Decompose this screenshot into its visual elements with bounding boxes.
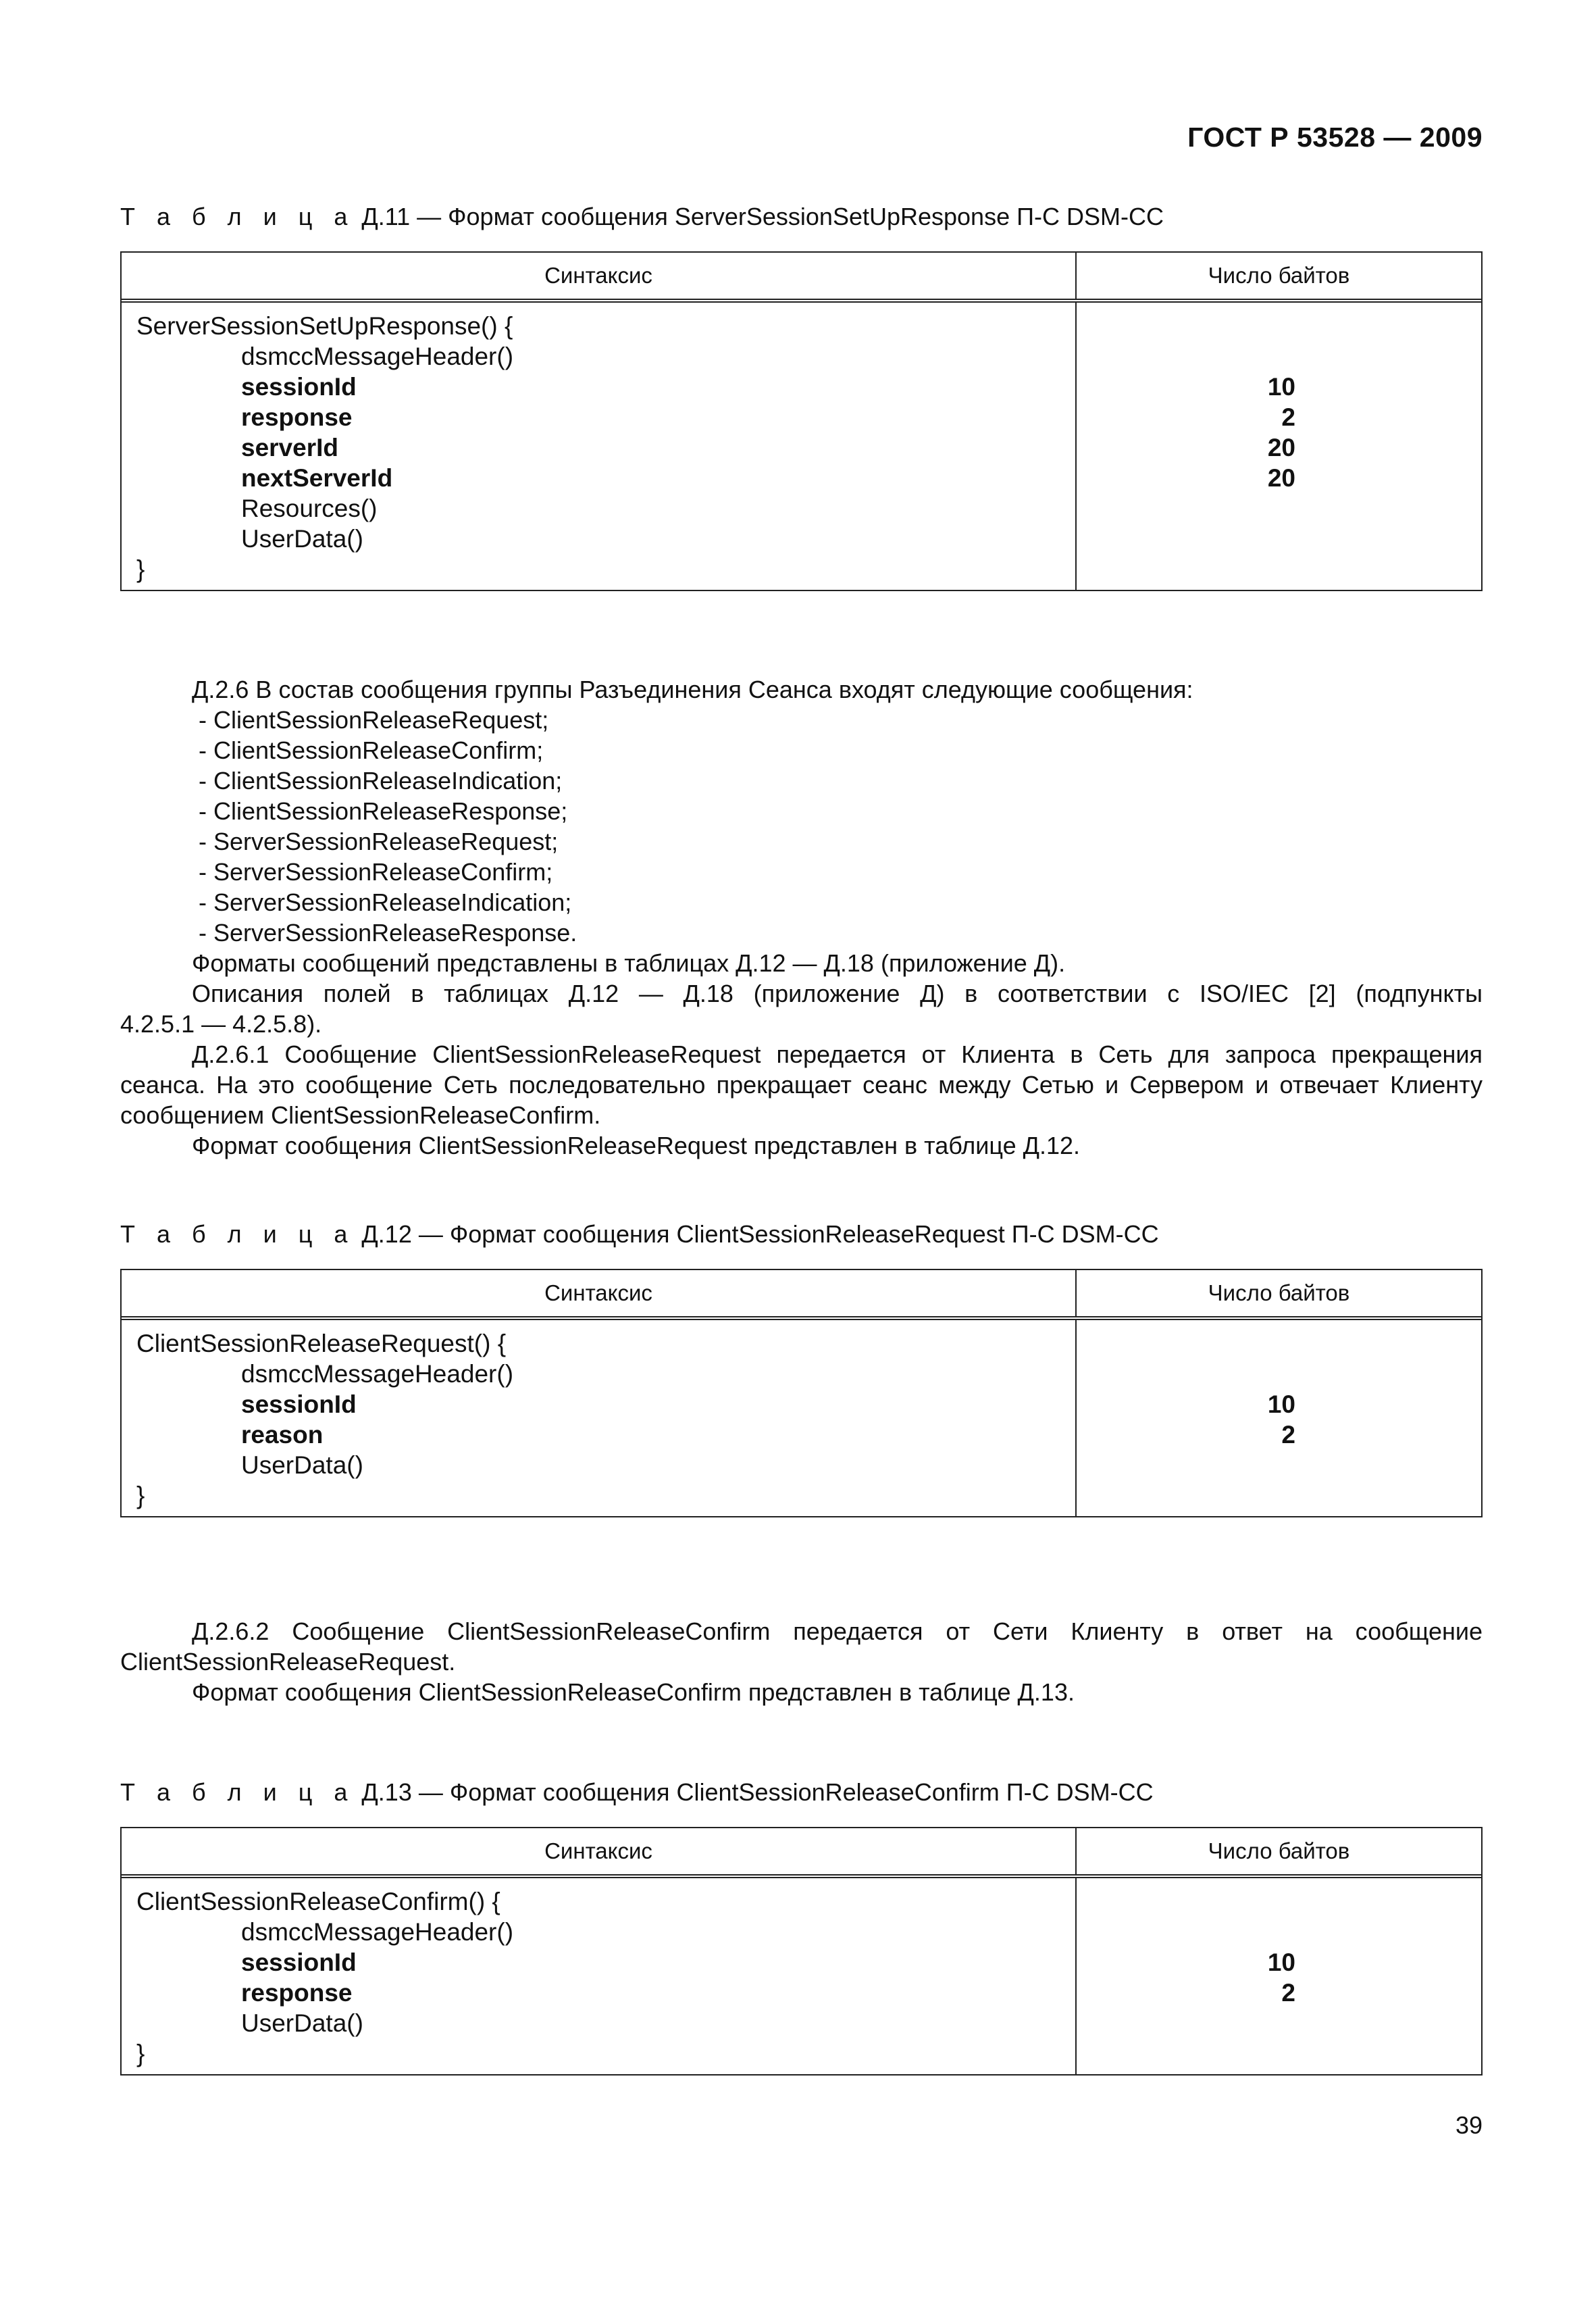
paragraph-d-2-6-2: Д.2.6.2 Сообщение ClientSessionReleaseConfirm передается от Сети Клиенту в ответ на сообщение ClientSessionReleaseRequest. — [120, 1617, 1483, 1676]
table-body — [122, 303, 1481, 590]
table-word: Т а б л и ц а — [120, 1778, 355, 1806]
syntax-line: Resources() — [241, 495, 378, 522]
bytes-column — [1077, 1878, 1481, 2074]
byte-count — [1077, 1359, 1481, 1389]
list-item: - ServerSessionReleaseIndication; — [199, 888, 572, 916]
syntax-line: dsmccMessageHeader() — [241, 1918, 514, 1946]
syntax-column — [122, 1878, 1077, 2074]
table-12 — [120, 1269, 1483, 1517]
byte-count — [1077, 1886, 1481, 1917]
bytes-column — [1077, 303, 1481, 590]
syntax-header: Синтаксис — [122, 253, 1077, 299]
syntax-line: } — [136, 1482, 145, 1509]
syntax-column — [122, 303, 1077, 590]
description-paragraph-line2: 4.2.5.1 — 4.2.5.8). — [120, 1010, 322, 1038]
byte-count — [1077, 1917, 1481, 1947]
bytes-column — [1077, 1320, 1481, 1516]
byte-count: 10 — [1267, 373, 1295, 401]
table-header — [122, 1270, 1481, 1320]
list-item: - ServerSessionReleaseConfirm; — [199, 858, 553, 886]
list-item: - ClientSessionReleaseIndication; — [199, 767, 563, 795]
format-reference: Формат сообщения ClientSessionReleaseConfirm представлен в таблице Д.13. — [192, 1678, 1075, 1706]
list-item: - ClientSessionReleaseRequest; — [199, 706, 549, 734]
section-intro: Д.2.6 В состав сообщения группы Разъединения Сеанса входят следующие сообщения: — [192, 676, 1193, 703]
table-body — [122, 1878, 1481, 2074]
list-item: - ServerSessionReleaseRequest; — [199, 828, 559, 855]
byte-count: 10 — [1267, 1390, 1295, 1418]
syntax-field: response — [241, 403, 353, 431]
table-body — [122, 1320, 1481, 1516]
section-d-2-6 — [120, 674, 1483, 1161]
syntax-line: ClientSessionReleaseConfirm() { — [136, 1888, 500, 1915]
syntax-line: } — [136, 555, 145, 583]
syntax-line: ClientSessionReleaseRequest() { — [136, 1330, 507, 1357]
bytes-header: Число байтов — [1208, 1838, 1350, 1863]
caption-text: Д.12 — Формат сообщения ClientSessionReleaseRequest П-С DSM-CC — [355, 1220, 1159, 1248]
syntax-field: sessionId — [241, 1390, 357, 1418]
byte-count: 10 — [1267, 1948, 1295, 1976]
syntax-header: Синтаксис — [122, 1270, 1077, 1316]
syntax-field: sessionId — [241, 373, 357, 401]
syntax-column — [122, 1320, 1077, 1516]
format-reference: Формат сообщения ClientSessionReleaseRequest представлен в таблице Д.12. — [192, 1132, 1081, 1159]
syntax-field: serverId — [241, 434, 338, 461]
section-d-2-6-2 — [120, 1616, 1483, 1707]
syntax-line: UserData() — [241, 2009, 363, 2037]
document-header: ГОСТ Р 53528 — 2009 — [1187, 122, 1483, 153]
bytes-header: Число байтов — [1208, 1280, 1350, 1305]
byte-count: 20 — [1267, 434, 1295, 461]
page-number: 39 — [1455, 2111, 1483, 2139]
table-11-caption — [120, 203, 1164, 231]
byte-count — [1077, 341, 1481, 372]
table-13 — [120, 1827, 1483, 2076]
list-item: - ClientSessionReleaseResponse; — [199, 797, 568, 825]
table-word: Т а б л и ц а — [120, 1220, 355, 1248]
caption-text: Д.13 — Формат сообщения ClientSessionReleaseConfirm П-С DSM-CC — [355, 1778, 1154, 1806]
table-11 — [120, 251, 1483, 591]
syntax-field: nextServerId — [241, 464, 393, 492]
list-item: - ServerSessionReleaseResponse. — [199, 919, 577, 947]
paragraph-d-2-6-1: Д.2.6.1 Сообщение ClientSessionReleaseRequest передается от Клиента в Сеть для запроса прекращения сеанса. На это сообщение Сеть последовательно прекращает сеанс между Сетью и Сервером и отвечает Клиенту сообщением ClientSessionReleaseConfirm. — [120, 1040, 1483, 1129]
table-word: Т а б л и ц а — [120, 203, 355, 230]
byte-count: 20 — [1267, 464, 1295, 492]
syntax-field: response — [241, 1979, 353, 2007]
byte-count: 2 — [1281, 1421, 1295, 1449]
syntax-line: dsmccMessageHeader() — [241, 343, 514, 370]
byte-count: 2 — [1281, 1979, 1295, 2007]
syntax-line: } — [136, 2040, 145, 2067]
caption-text: Д.11 — Формат сообщения ServerSessionSetUpResponse П-С DSM-CC — [355, 203, 1164, 230]
table-13-caption — [120, 1778, 1154, 1807]
syntax-field: reason — [241, 1421, 324, 1449]
byte-count — [1077, 311, 1481, 341]
description-paragraph-line1: Описания полей в таблицах Д.12 — Д.18 (приложение Д) в соответствии с ISO/IEC [2] (подпункты — [192, 980, 1483, 1007]
syntax-line: dsmccMessageHeader() — [241, 1360, 514, 1388]
formats-paragraph: Форматы сообщений представлены в таблицах Д.12 — Д.18 (приложение Д). — [192, 949, 1066, 977]
syntax-line: ServerSessionSetUpResponse() { — [136, 312, 513, 340]
syntax-header: Синтаксис — [122, 1828, 1077, 1874]
syntax-line: UserData() — [241, 525, 363, 553]
table-12-caption — [120, 1220, 1159, 1249]
byte-count — [1077, 1328, 1481, 1359]
bytes-header: Число байтов — [1208, 263, 1350, 288]
list-item: - ClientSessionReleaseConfirm; — [199, 736, 544, 764]
syntax-field: sessionId — [241, 1948, 357, 1976]
byte-count: 2 — [1281, 403, 1295, 431]
syntax-line: UserData() — [241, 1451, 363, 1479]
table-header — [122, 253, 1481, 303]
table-header — [122, 1828, 1481, 1878]
